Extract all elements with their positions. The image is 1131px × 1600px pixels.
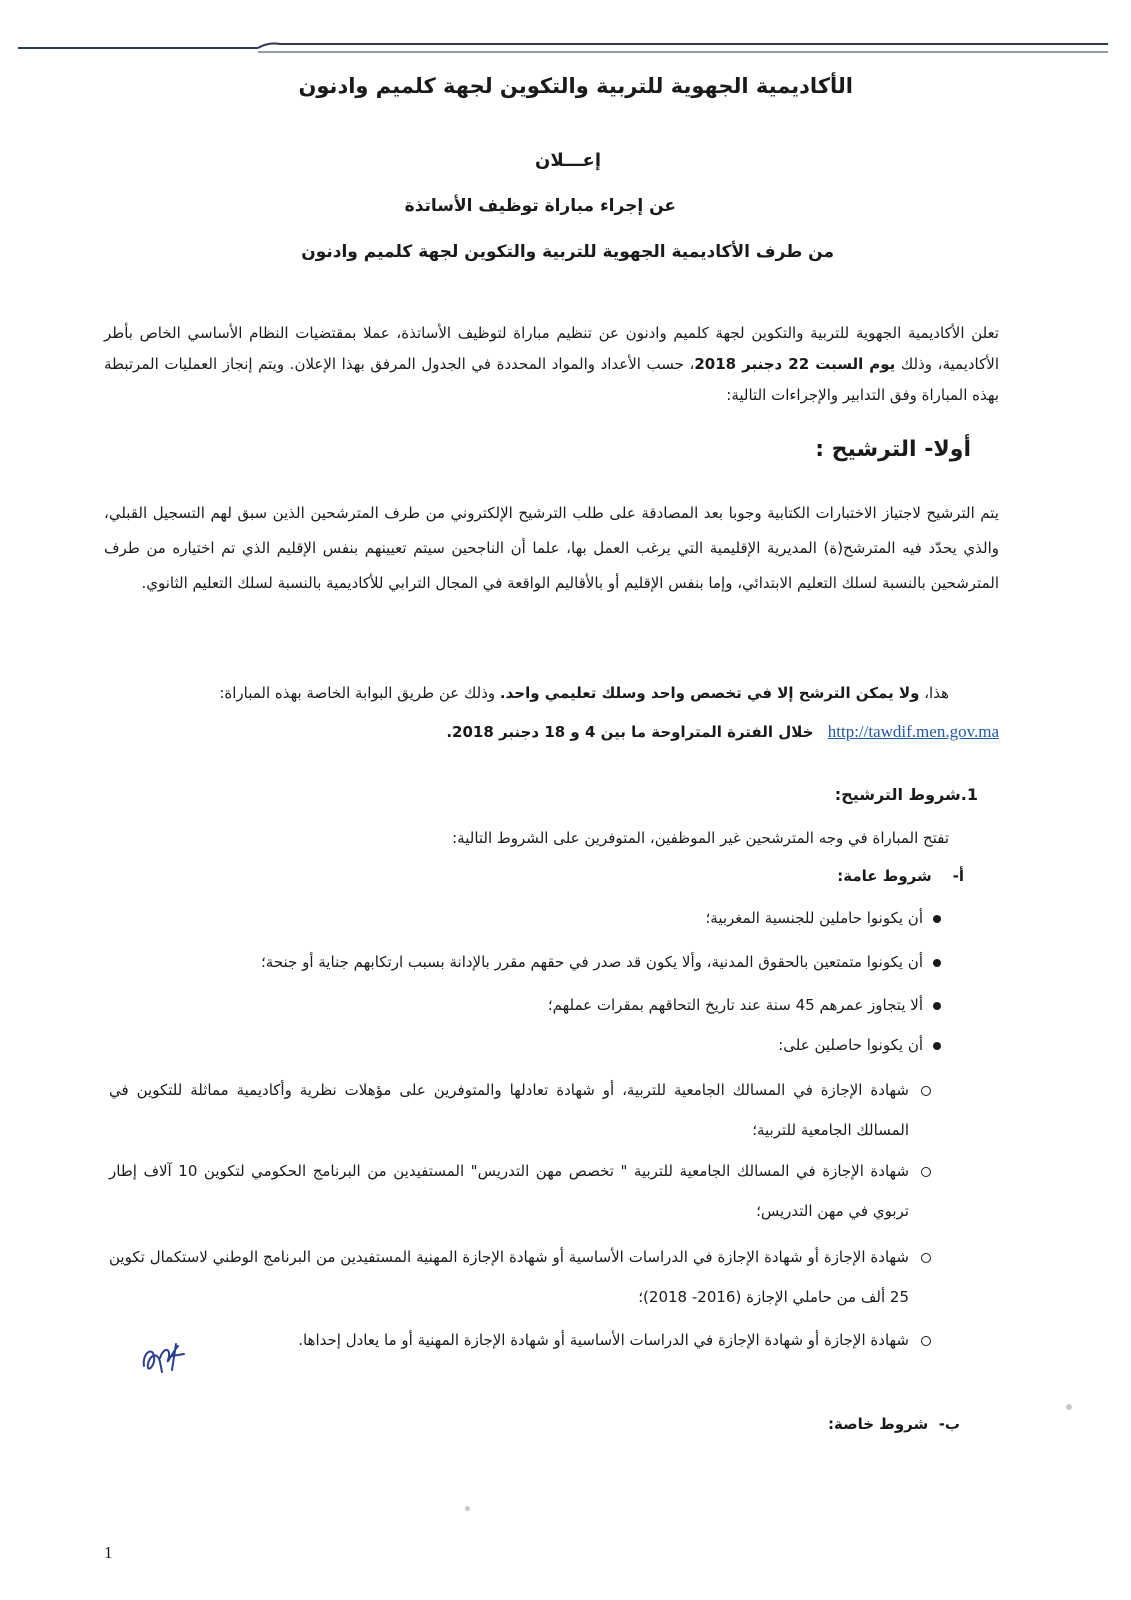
degree-item-3: شهادة الإجازة أو شهادة الإجازة في الدراسات الأساسية أو شهادة الإجازة المهنية المستفيدين من البرنامج الوطني لاستكمال تكوين 25 ألف من حاملي الإجازة (2016- 2018)؛ <box>109 1237 909 1317</box>
intro-text-1: تعلن الأكاديمية الجهوية للتربية والتكوين لجهة كلميم وادنون عن تنظيم مباراة لتوظيف الأساتذة، عملا بمقتضيات النظام الأساسي الخاص بأطر الأكاديمية، وذلك <box>104 324 999 373</box>
degree-item-4: شهادة الإجازة أو شهادة الإجازة في الدراسات الأساسية أو شهادة الإجازة المهنية أو ما يعادل إحداها. <box>109 1320 909 1360</box>
general-condition-2: أن يكونوا متمتعين بالحقوق المدنية، وألا يكون قد صدر في حقهم مقرر بالإدانة بسبب ارتكابهم جناية أو جنحة؛ <box>261 953 941 971</box>
special-title: شروط خاصة: <box>827 1415 929 1433</box>
degree-item-1: شهادة الإجازة في المسالك الجامعية للتربية، أو شهادة تعادلها والمتوفرين على مؤهلات نظرية وأكاديمية مماثلة للتكوين في المسالك الجامعية للتربية؛ <box>109 1070 909 1150</box>
scan-speck <box>1066 1404 1072 1410</box>
candidacy-period-line <box>446 722 999 742</box>
bullet-icon <box>933 915 941 923</box>
special-conditions-heading <box>828 1415 960 1433</box>
bullet-icon <box>933 1042 941 1050</box>
scan-speck <box>465 1506 470 1511</box>
note-prefix: هذا، <box>919 684 949 702</box>
initials-signature <box>138 1336 188 1380</box>
circle-bullet-icon <box>921 1336 931 1346</box>
circle-bullet-icon <box>921 1253 931 1263</box>
header-rule <box>18 38 1108 78</box>
general-marker: أ- <box>952 867 964 885</box>
general-condition-1: أن يكونوا حاملين للجنسية المغربية؛ <box>706 909 941 927</box>
bullet-icon <box>933 959 941 967</box>
general-title: شروط عامة: <box>837 867 932 885</box>
degree-item-2: شهادة الإجازة في المسالك الجامعية للتربية " تخصص مهن التدريس" المستفيدين من البرنامج الحكومي لتكوين 10 آلاف إطار تربوي في مهن التدريس؛ <box>109 1151 909 1231</box>
exam-date: يوم السبت 22 دجنبر 2018 <box>694 355 896 373</box>
announcement-title: إعـــلان <box>535 150 601 171</box>
special-marker: ب- <box>938 1415 960 1433</box>
general-condition-3: ألا يتجاوز عمرهم 45 سنة عند تاريخ التحاقهم بمقرات عملهم؛ <box>548 996 941 1014</box>
candidacy-period: خلال الفترة المتراوحة ما بين 4 و 18 دجنبر 2018. <box>446 723 814 741</box>
note-restriction: ولا يمكن الترشح إلا في تخصص واحد وسلك تعليمي واحد. <box>499 684 920 702</box>
note-suffix: وذلك عن طريق البوابة الخاصة بهذه المباراة: <box>219 684 500 702</box>
intro-text-2: ، حسب الأعداد والمواد المحددة في الجدول المرفق بهذا الإعلان. ويتم إنجاز العمليات المرتبطة بهذه المباراة وفق التدابير والإجراءات التالية: <box>104 355 999 404</box>
announcement-subtitle-2: من طرف الأكاديمية الجهوية للتربية والتكوين لجهة كلميم وادنون <box>301 242 834 262</box>
intro-paragraph <box>104 318 999 411</box>
page-number: 1 <box>104 1543 113 1562</box>
general-condition-4: أن يكونوا حاصلين على: <box>778 1036 941 1054</box>
candidacy-note <box>219 684 949 702</box>
bullet-icon <box>933 1002 941 1010</box>
circle-bullet-icon <box>921 1167 931 1177</box>
general-conditions-heading <box>837 867 964 885</box>
conditions-intro: تفتح المباراة في وجه المترشحين غير الموظفين، المتوفرين على الشروط التالية: <box>452 829 949 847</box>
conditions-heading: 1.شروط الترشيح: <box>834 785 978 804</box>
portal-link[interactable]: http://tawdif.men.gov.ma <box>827 722 999 741</box>
institution-title: الأكاديمية الجهوية للتربية والتكوين لجهة كلميم وادنون <box>298 74 853 98</box>
section-candidacy-heading: أولا- الترشيح : <box>815 437 971 462</box>
candidacy-paragraph: يتم الترشيح لاجتياز الاختبارات الكتابية وجوبا بعد المصادقة على طلب الترشيح الإلكتروني من طرف المترشحين الذين سبق لهم التسجيل القبلي، والذي يحدّد فيه المترشح(ة) المديرية الإقليمية التي يرغب العمل بها، علما أن الناجحين سيتم تعيينهم بنفس الإقليم الذي تم اختياره من طرف المترشحين بالنسبة لسلك التعليم الابتدائي، وإما بنفس الإقليم أو بالأقاليم الواقعة في المجال الترابي للأكاديمية بالنسبة لسلك التعليم الثانوي. <box>104 504 999 592</box>
circle-bullet-icon <box>921 1086 931 1096</box>
announcement-subtitle-1: عن إجراء مباراة توظيف الأساتذة <box>404 196 676 216</box>
